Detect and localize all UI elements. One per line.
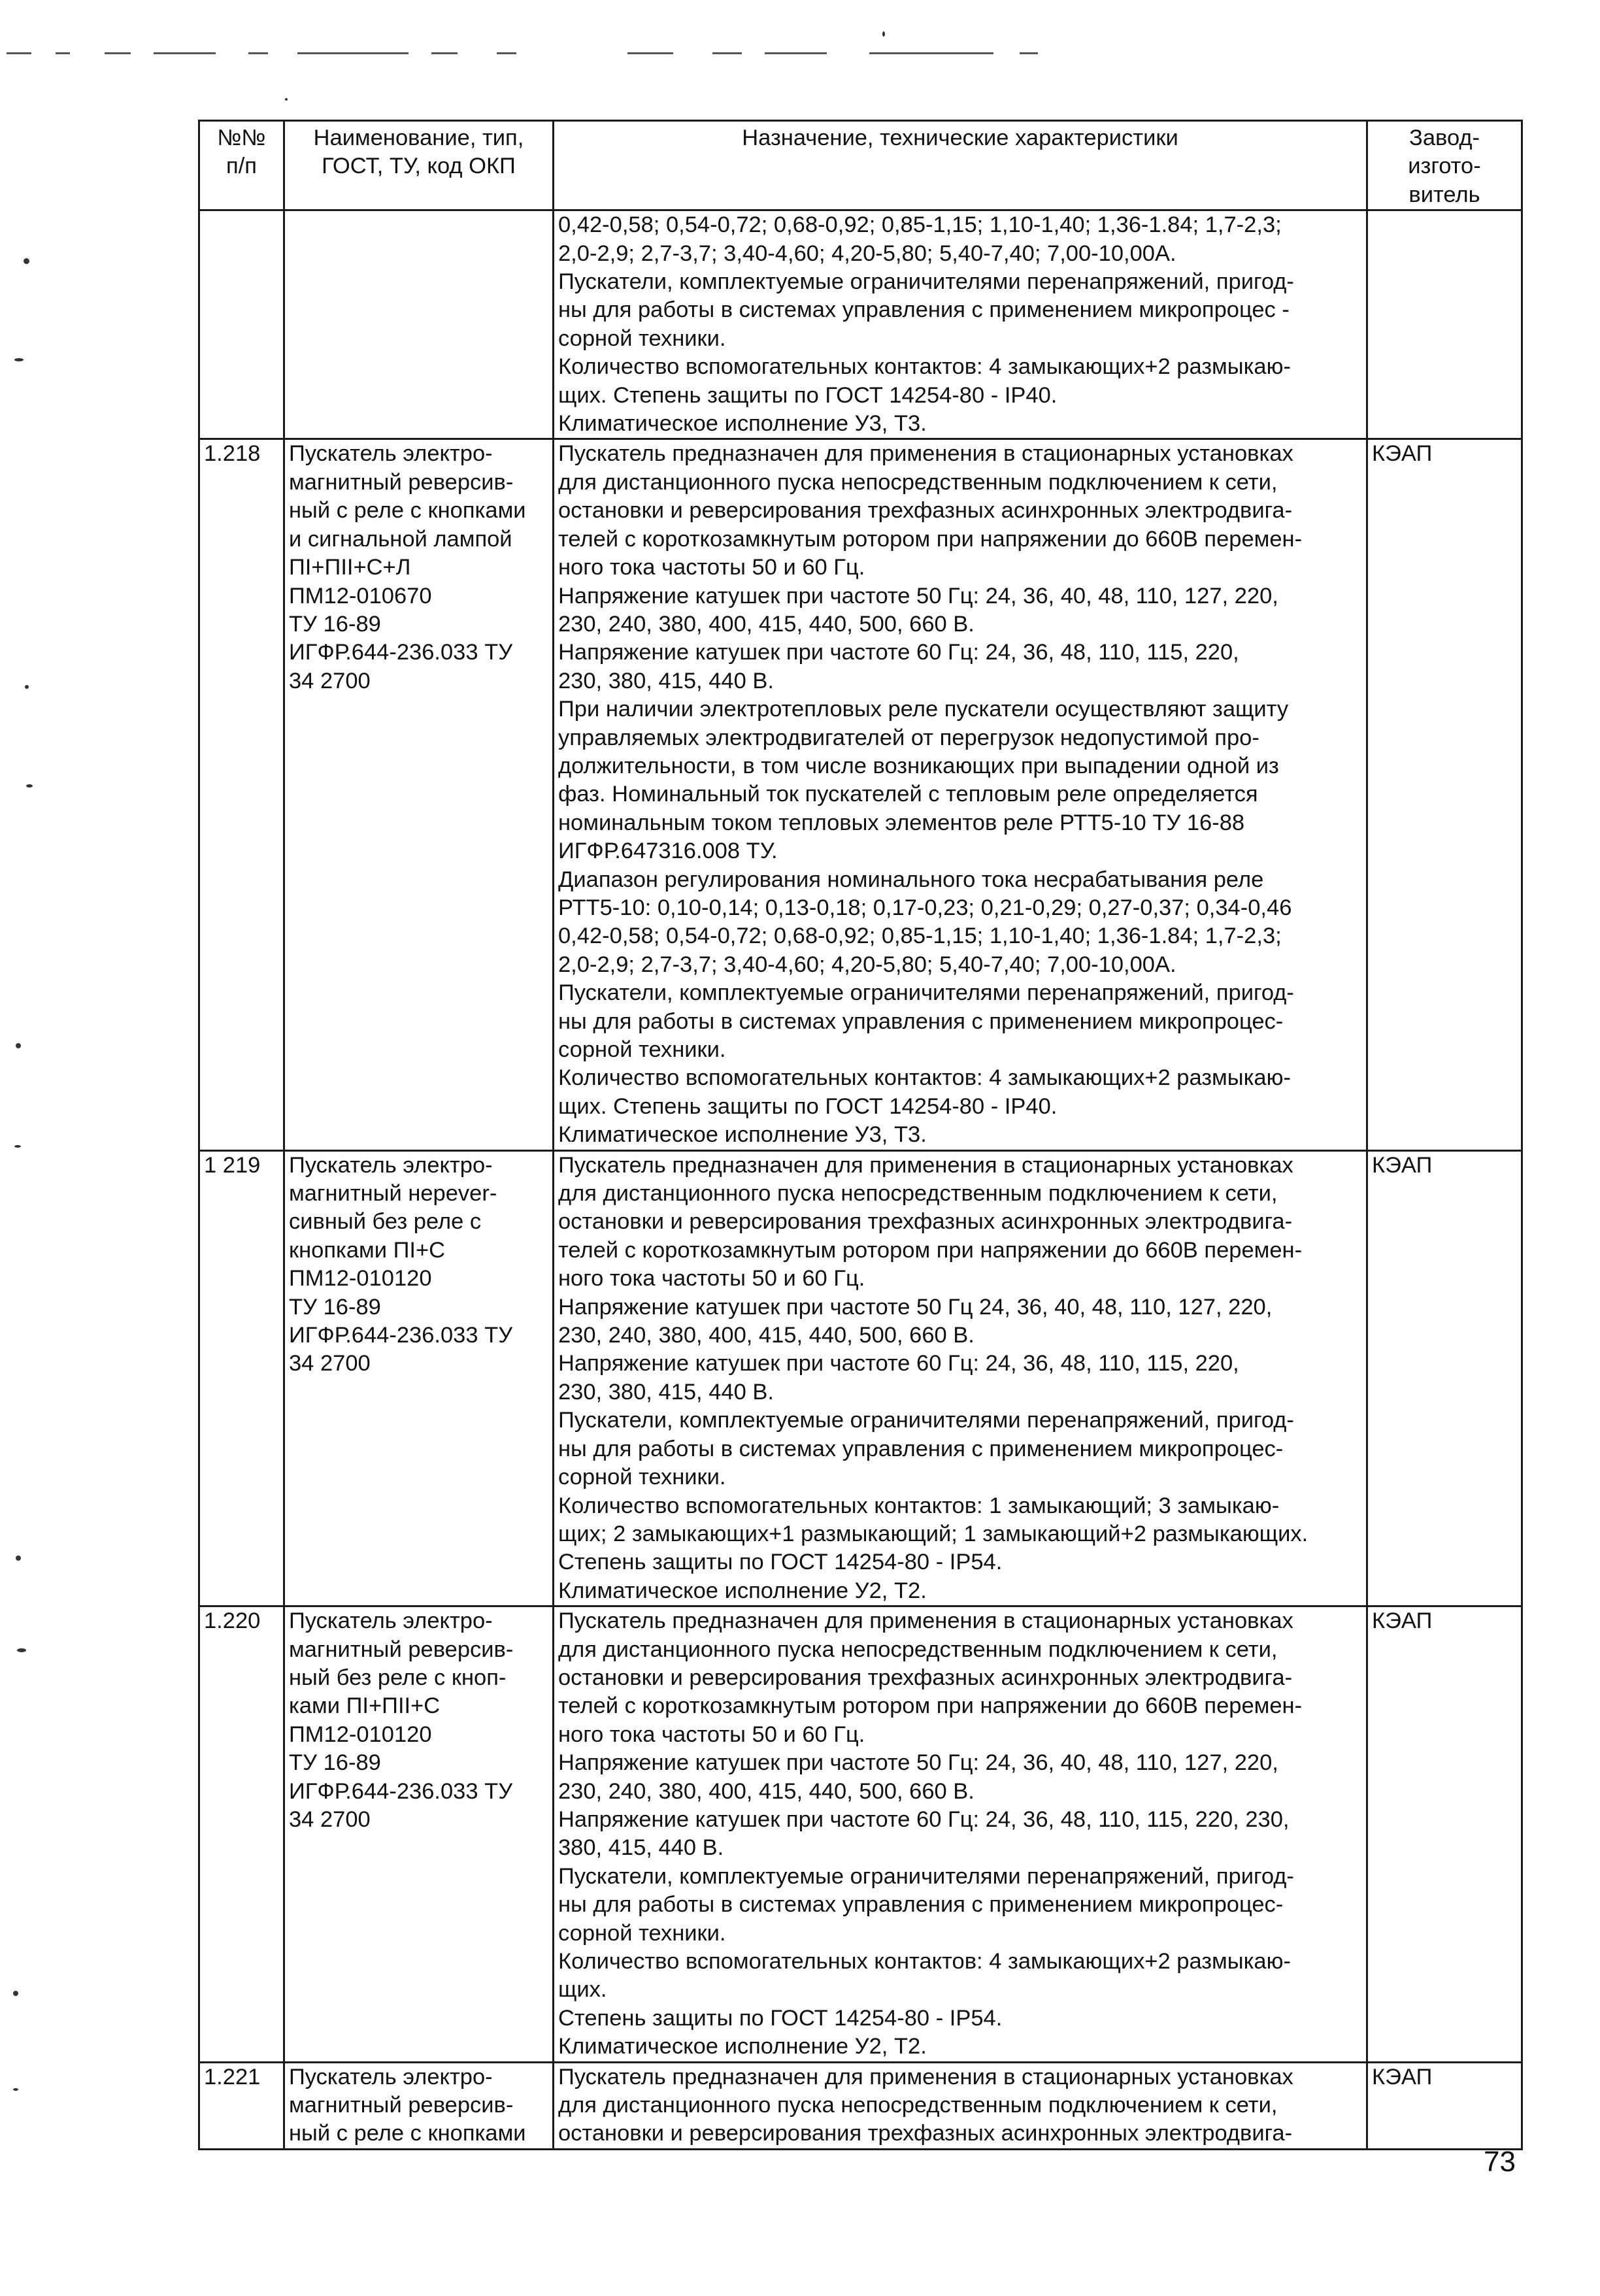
product-name-line: магнитный нерever- — [289, 1181, 497, 1206]
product-name-line: сивный без реле с — [289, 1209, 482, 1235]
scan-speck — [16, 1043, 21, 1048]
description-line: Количество вспомогательных контактов: 4 замыкающих+2 размыкаю- — [558, 1949, 1291, 1974]
product-name-lines — [289, 1152, 548, 1378]
product-name-lines — [289, 2063, 548, 2148]
description-line: Напряжение катушек при частоте 50 Гц: 24, 36, 40, 48, 110, 127, 220, — [558, 1750, 1278, 1776]
scan-speck — [16, 1556, 21, 1561]
scan-speck — [17, 1648, 26, 1652]
product-name-lines — [289, 1607, 548, 1834]
description-line: ИГФР.647316.008 ТУ. — [558, 839, 778, 864]
row-number-cell — [199, 1606, 284, 2063]
description-line: сорной техники. — [558, 1920, 726, 1946]
product-name-line: ный без реле с кноп- — [289, 1665, 507, 1690]
product-name-line: ТУ 16-89 — [289, 611, 381, 637]
scan-speck — [14, 1145, 21, 1148]
description-line: Климатическое исполнение У2, Т2. — [558, 2034, 927, 2059]
product-name-line: магнитный реверсив- — [289, 2093, 514, 2118]
product-name-line: ТУ 16-89 — [289, 1750, 381, 1776]
description-line: щих; 2 замыкающих+1 размыкающий; 1 замыкающий+2 размыкающих. — [558, 1521, 1308, 1546]
scan-speck — [13, 2088, 18, 2091]
description-line: телей с короткозамкнутым ротором при напряжении до 660В перемен- — [558, 526, 1303, 552]
header-text-line: Назначение, технические характеристики — [742, 125, 1178, 150]
table-row — [199, 1606, 1522, 2063]
description-line: телей с короткозамкнутым ротором при напряжении до 660В перемен- — [558, 1693, 1303, 1719]
product-name-line: Пускатель электро- — [289, 1152, 493, 1178]
description-line: Количество вспомогательных контактов: 1 замыкающий; 3 замыкаю- — [558, 1493, 1280, 1518]
catalog-table — [198, 120, 1523, 2150]
description-line: Пускатель предназначен для применения в стационарных установках — [558, 1608, 1293, 1634]
header-manufacturer-text — [1372, 124, 1517, 209]
page-number: 73 — [1484, 2146, 1516, 2178]
scan-speck — [285, 98, 288, 101]
description-lines — [558, 2063, 1362, 2148]
manufacturer: КЭАП — [1372, 1608, 1433, 1634]
product-name-lines — [289, 440, 548, 695]
description-line: ного тока частоты 50 и 60 Гц. — [558, 1266, 865, 1291]
description-line: остановки и реверсирования трехфазных асинхронных электродвига- — [558, 2121, 1293, 2146]
description-line: для дистанционного пуска непосредственным подключением к сети, — [558, 1181, 1278, 1206]
manufacturer-cell — [1367, 210, 1522, 439]
description-line: 0,42-0,58; 0,54-0,72; 0,68-0,92; 0,85-1,15; 1,10-1,40; 1,36-1.84; 1,7-2,3; — [558, 212, 1282, 238]
row-number-cell — [199, 2062, 284, 2149]
header-number-text — [204, 124, 279, 181]
description-line: для дистанционного пуска непосредственным подключением к сети, — [558, 2093, 1278, 2118]
header-name — [284, 121, 554, 210]
description-line: остановки и реверсирования трехфазных асинхронных электродвига- — [558, 1209, 1293, 1235]
description-line: Пускатель предназначен для применения в стационарных установках — [558, 441, 1293, 467]
description-line: сорной техники. — [558, 325, 726, 351]
description-lines — [558, 1152, 1362, 1606]
product-name-line: ПI+ПII+С+Л — [289, 555, 411, 580]
header-text-line: №№ — [217, 125, 266, 150]
description-line: 380, 415, 440 В. — [558, 1835, 724, 1861]
header-name-text — [289, 124, 548, 181]
product-name-line: магнитный реверсив- — [289, 469, 514, 495]
product-name-line: ИГФР.644-236.033 ТУ — [289, 1323, 513, 1348]
header-description-text — [558, 124, 1362, 152]
description-cell — [554, 1606, 1367, 2063]
description-line: 230, 380, 415, 440 В. — [558, 1379, 774, 1405]
product-name-line: ИГФР.644-236.033 ТУ — [289, 1778, 513, 1804]
product-name-line: кнопками ПI+С — [289, 1237, 446, 1263]
description-line: телей с короткозамкнутым ротором при напряжении до 660В перемен- — [558, 1237, 1303, 1263]
description-line: управляемых электродвигателей от перегрузок недопустимой про- — [558, 725, 1259, 750]
description-line: 230, 240, 380, 400, 415, 440, 500, 660 В. — [558, 611, 975, 637]
header-number — [199, 121, 284, 210]
description-line: РТТ5-10: 0,10-0,14; 0,13-0,18; 0,17-0,23; 0,21-0,29; 0,27-0,37; 0,34-0,46 — [558, 895, 1292, 920]
description-line: Пускатели, комплектуемые ограничителями перенапряжений, пригод- — [558, 269, 1294, 295]
product-name-line: ПМ12-010120 — [289, 1722, 432, 1747]
scan-speck — [25, 685, 29, 689]
product-name-line: Пускатель электро- — [289, 2064, 493, 2089]
product-name-line: 34 2700 — [289, 668, 371, 693]
description-line: Напряжение катушек при частоте 60 Гц: 24, 36, 48, 110, 115, 220, 230, — [558, 1806, 1290, 1832]
description-line: Напряжение катушек при частоте 50 Гц 24, 36, 40, 48, 110, 127, 220, — [558, 1294, 1273, 1320]
description-line: ны для работы в системах управления с применением микропроцес- — [558, 1436, 1284, 1461]
header-text-line: п/п — [226, 154, 257, 179]
product-name-cell — [284, 210, 554, 439]
description-line: сорной техники. — [558, 1037, 726, 1062]
description-line: 2,0-2,9; 2,7-3,7; 3,40-4,60; 4,20-5,80; 5,40-7,40; 7,00-10,00А. — [558, 241, 1176, 266]
product-name-line: Пускатель электро- — [289, 1608, 493, 1634]
scan-speck — [14, 358, 24, 361]
description-line: Напряжение катушек при частоте 60 Гц: 24, 36, 48, 110, 115, 220, — [558, 640, 1239, 665]
table-row — [199, 210, 1522, 439]
description-line: Пускатели, комплектуемые ограничителями перенапряжений, пригод- — [558, 980, 1294, 1006]
row-number: 1 219 — [204, 1152, 261, 1178]
description-line: Климатическое исполнение У3, Т3. — [558, 1122, 927, 1148]
product-name-line: Пускатель электро- — [289, 441, 493, 467]
table-header-row — [199, 121, 1522, 210]
description-line: ны для работы в системах управления с применением микропроцес- — [558, 1892, 1284, 1918]
description-line: для дистанционного пуска непосредственным подключением к сети, — [558, 1637, 1278, 1662]
description-lines — [558, 440, 1362, 1149]
description-line: 0,42-0,58; 0,54-0,72; 0,68-0,92; 0,85-1,15; 1,10-1,40; 1,36-1.84; 1,7-2,3; — [558, 923, 1282, 949]
product-name-line: ПМ12-010670 — [289, 583, 432, 608]
description-line: Пускатель предназначен для применения в стационарных установках — [558, 1152, 1293, 1178]
description-line: сорной техники. — [558, 1465, 726, 1490]
description-lines — [558, 1607, 1362, 2061]
header-text-line: витель — [1408, 182, 1480, 207]
description-line: остановки и реверсирования трехфазных асинхронных электродвига- — [558, 498, 1293, 524]
header-text-line: ГОСТ, ТУ, код ОКП — [322, 154, 516, 179]
description-line: Напряжение катушек при частоте 50 Гц: 24, 36, 40, 48, 110, 127, 220, — [558, 583, 1278, 608]
description-line: 230, 380, 415, 440 В. — [558, 668, 774, 693]
scan-speck — [13, 1991, 18, 1996]
description-line: ного тока частоты 50 и 60 Гц. — [558, 1722, 865, 1747]
description-line: остановки и реверсирования трехфазных асинхронных электродвига- — [558, 1665, 1293, 1690]
manufacturer-cell — [1367, 1606, 1522, 2063]
description-line: щих. Степень защиты по ГОСТ 14254-80 - IP40. — [558, 1093, 1058, 1119]
scan-speck — [26, 784, 33, 788]
product-name-cell — [284, 1150, 554, 1606]
description-line: щих. — [558, 1977, 607, 2003]
table-body — [199, 210, 1522, 2150]
manufacturer-cell — [1367, 1150, 1522, 1606]
description-line: При наличии электротепловых реле пускатели осуществляют защиту — [558, 697, 1289, 722]
row-number-cell — [199, 1150, 284, 1606]
description-line: щих. Степень защиты по ГОСТ 14254-80 - IP40. — [558, 382, 1058, 408]
description-line: Пускатели, комплектуемые ограничителями перенапряжений, пригод- — [558, 1408, 1294, 1433]
scan-speck — [882, 31, 885, 37]
product-name-line: ТУ 16-89 — [289, 1294, 381, 1320]
header-manufacturer — [1367, 121, 1522, 210]
product-name-line: ИГФР.644-236.033 ТУ — [289, 640, 513, 665]
header-text-line: Завод- — [1408, 125, 1480, 150]
header-text-line: изгото- — [1408, 154, 1481, 179]
product-name-cell — [284, 439, 554, 1150]
description-line: должительности, в том числе возникающих при выпадении одной из — [558, 753, 1279, 778]
row-number: 1.220 — [204, 1608, 261, 1634]
description-line: Климатическое исполнение У3, Т3. — [558, 411, 927, 437]
product-name-line: 34 2700 — [289, 1351, 371, 1376]
description-line: ного тока частоты 50 и 60 Гц. — [558, 555, 865, 580]
table-row — [199, 1150, 1522, 1606]
product-name-line: ный с реле с кнопками — [289, 2121, 526, 2146]
row-number-cell — [199, 439, 284, 1150]
description-line: Степень защиты по ГОСТ 14254-80 - IP54. — [558, 1550, 1003, 1575]
description-line: Пускатель предназначен для применения в стационарных установках — [558, 2064, 1293, 2089]
product-name-line: ками ПI+ПII+С — [289, 1693, 441, 1719]
product-name-line: магнитный реверсив- — [289, 1637, 514, 1662]
description-line: ны для работы в системах управления с применением микропроцес - — [558, 297, 1290, 323]
product-name-line: и сигнальной лампой — [289, 526, 512, 552]
table-row — [199, 2062, 1522, 2149]
description-line: Степень защиты по ГОСТ 14254-80 - IP54. — [558, 2005, 1003, 2031]
description-line: Количество вспомогательных контактов: 4 замыкающих+2 размыкаю- — [558, 1065, 1291, 1091]
description-line: 2,0-2,9; 2,7-3,7; 3,40-4,60; 4,20-5,80; 5,40-7,40; 7,00-10,00А. — [558, 952, 1176, 977]
description-line: фаз. Номинальный ток пускателей с тепловым реле определяется — [558, 782, 1258, 807]
description-line: номинальным током тепловых элементов реле РТТ5-10 ТУ 16-88 — [558, 810, 1245, 835]
manufacturer-cell — [1367, 439, 1522, 1150]
description-line: Климатическое исполнение У2, Т2. — [558, 1578, 927, 1603]
product-name-cell — [284, 1606, 554, 2063]
description-line: 230, 240, 380, 400, 415, 440, 500, 660 В. — [558, 1323, 975, 1348]
scan-speck — [24, 258, 29, 264]
product-name-cell — [284, 2062, 554, 2149]
description-line: 230, 240, 380, 400, 415, 440, 500, 660 В. — [558, 1778, 975, 1804]
row-number-cell — [199, 210, 284, 439]
description-cell — [554, 2062, 1367, 2149]
table-row — [199, 439, 1522, 1150]
manufacturer-cell — [1367, 2062, 1522, 2149]
description-lines — [558, 211, 1362, 438]
description-line: Напряжение катушек при частоте 60 Гц: 24, 36, 48, 110, 115, 220, — [558, 1351, 1239, 1376]
manufacturer: КЭАП — [1372, 1152, 1433, 1178]
description-cell — [554, 210, 1367, 439]
description-line: Количество вспомогательных контактов: 4 замыкающих+2 размыкаю- — [558, 354, 1291, 380]
scan-noise-strip — [0, 52, 1072, 65]
manufacturer: КЭАП — [1372, 441, 1433, 467]
product-name-line: ПМ12-010120 — [289, 1266, 432, 1291]
row-number: 1.218 — [204, 441, 261, 467]
manufacturer: КЭАП — [1372, 2064, 1433, 2089]
description-line: Диапазон регулирования номинального тока несрабатывания реле — [558, 867, 1264, 892]
description-line: для дистанционного пуска непосредственным подключением к сети, — [558, 469, 1278, 495]
description-cell — [554, 439, 1367, 1150]
description-cell — [554, 1150, 1367, 1606]
description-line: Пускатели, комплектуемые ограничителями перенапряжений, пригод- — [558, 1863, 1294, 1889]
product-name-line: 34 2700 — [289, 1806, 371, 1832]
row-number: 1.221 — [204, 2064, 261, 2089]
description-line: ны для работы в системах управления с применением микропроцес- — [558, 1008, 1284, 1034]
header-description — [554, 121, 1367, 210]
product-name-line: ный с реле с кнопками — [289, 498, 526, 524]
header-text-line: Наименование, тип, — [313, 125, 524, 150]
